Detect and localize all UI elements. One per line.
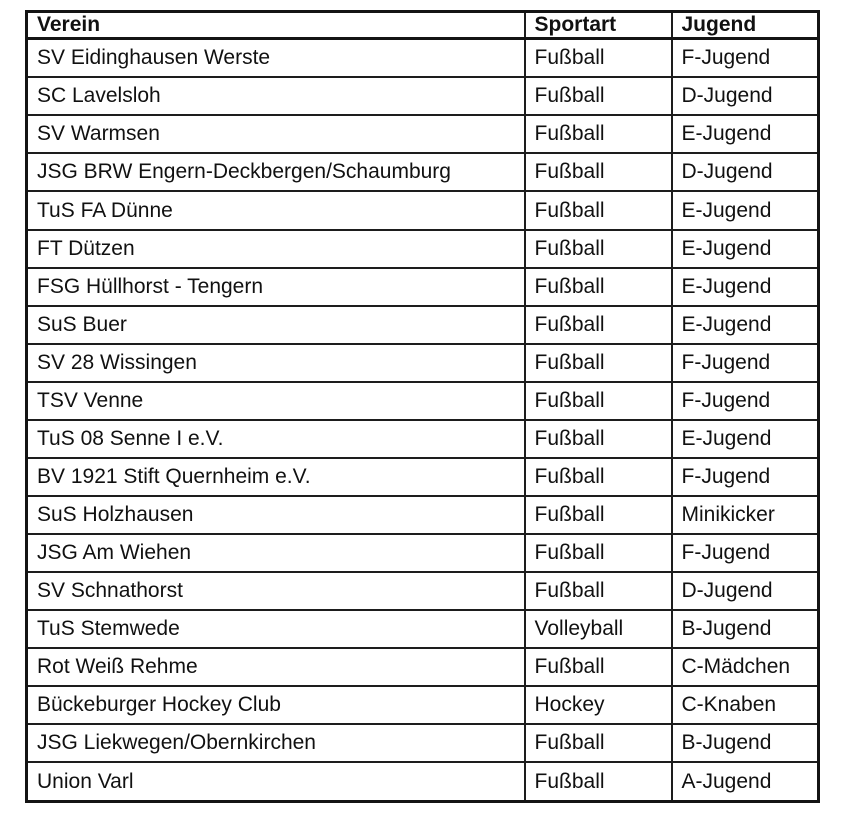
sportart-cell: Fußball bbox=[525, 420, 672, 458]
verein-cell: TuS 08 Senne I e.V. bbox=[27, 420, 525, 458]
jugend-cell: E-Jugend bbox=[672, 115, 819, 153]
table-row bbox=[27, 724, 819, 762]
jugend-cell: F-Jugend bbox=[672, 458, 819, 496]
sportart-cell: Fußball bbox=[525, 306, 672, 344]
table-row bbox=[27, 191, 819, 229]
verein-cell: SV Eidinghausen Werste bbox=[27, 39, 525, 78]
table-row bbox=[27, 268, 819, 306]
verein-cell: JSG BRW Engern-Deckbergen/Schaumburg bbox=[27, 153, 525, 191]
column-header-jugend: Jugend bbox=[672, 12, 819, 39]
jugend-cell: F-Jugend bbox=[672, 39, 819, 78]
column-header-verein: Verein bbox=[27, 12, 525, 39]
jugend-cell: E-Jugend bbox=[672, 230, 819, 268]
header-row bbox=[27, 12, 819, 39]
column-header-sportart: Sportart bbox=[525, 12, 672, 39]
verein-cell: Rot Weiß Rehme bbox=[27, 648, 525, 686]
sportart-cell: Fußball bbox=[525, 39, 672, 78]
sportart-cell: Fußball bbox=[525, 496, 672, 534]
table-row bbox=[27, 153, 819, 191]
table-row bbox=[27, 39, 819, 78]
table-row bbox=[27, 762, 819, 801]
verein-cell: SV Schnathorst bbox=[27, 572, 525, 610]
jugend-cell: B-Jugend bbox=[672, 610, 819, 648]
sportart-cell: Fußball bbox=[525, 77, 672, 115]
table-row bbox=[27, 306, 819, 344]
sportart-cell: Fußball bbox=[525, 572, 672, 610]
jugend-cell: C-Knaben bbox=[672, 686, 819, 724]
verein-cell: JSG Am Wiehen bbox=[27, 534, 525, 572]
vereine-table bbox=[25, 10, 820, 803]
sportart-cell: Fußball bbox=[525, 268, 672, 306]
table-row bbox=[27, 610, 819, 648]
sportart-cell: Fußball bbox=[525, 458, 672, 496]
verein-cell: TSV Venne bbox=[27, 382, 525, 420]
verein-cell: SC Lavelsloh bbox=[27, 77, 525, 115]
verein-cell: Bückeburger Hockey Club bbox=[27, 686, 525, 724]
sportart-cell: Fußball bbox=[525, 344, 672, 382]
verein-cell: TuS FA Dünne bbox=[27, 191, 525, 229]
verein-cell: TuS Stemwede bbox=[27, 610, 525, 648]
jugend-cell: E-Jugend bbox=[672, 191, 819, 229]
sportart-cell: Fußball bbox=[525, 724, 672, 762]
verein-cell: JSG Liekwegen/Obernkirchen bbox=[27, 724, 525, 762]
jugend-cell: E-Jugend bbox=[672, 420, 819, 458]
table-body bbox=[27, 39, 819, 802]
sportart-cell: Fußball bbox=[525, 153, 672, 191]
jugend-cell: F-Jugend bbox=[672, 534, 819, 572]
sportart-cell: Fußball bbox=[525, 648, 672, 686]
jugend-cell: F-Jugend bbox=[672, 382, 819, 420]
sportart-cell: Fußball bbox=[525, 762, 672, 801]
table-row bbox=[27, 496, 819, 534]
sportart-cell: Hockey bbox=[525, 686, 672, 724]
jugend-cell: Minikicker bbox=[672, 496, 819, 534]
sportart-cell: Fußball bbox=[525, 115, 672, 153]
sportart-cell: Fußball bbox=[525, 191, 672, 229]
verein-cell: BV 1921 Stift Quernheim e.V. bbox=[27, 458, 525, 496]
jugend-cell: C-Mädchen bbox=[672, 648, 819, 686]
table-row bbox=[27, 648, 819, 686]
table-row bbox=[27, 77, 819, 115]
verein-cell: FT Dützen bbox=[27, 230, 525, 268]
jugend-cell: D-Jugend bbox=[672, 153, 819, 191]
verein-cell: SuS Buer bbox=[27, 306, 525, 344]
verein-cell: SV 28 Wissingen bbox=[27, 344, 525, 382]
jugend-cell: E-Jugend bbox=[672, 268, 819, 306]
jugend-cell: D-Jugend bbox=[672, 77, 819, 115]
verein-cell: SuS Holzhausen bbox=[27, 496, 525, 534]
jugend-cell: D-Jugend bbox=[672, 572, 819, 610]
table-row bbox=[27, 458, 819, 496]
jugend-cell: F-Jugend bbox=[672, 344, 819, 382]
sportart-cell: Fußball bbox=[525, 534, 672, 572]
table-row bbox=[27, 572, 819, 610]
table-row bbox=[27, 686, 819, 724]
sportart-cell: Fußball bbox=[525, 230, 672, 268]
verein-cell: FSG Hüllhorst - Tengern bbox=[27, 268, 525, 306]
verein-cell: SV Warmsen bbox=[27, 115, 525, 153]
table-row bbox=[27, 534, 819, 572]
jugend-cell: A-Jugend bbox=[672, 762, 819, 801]
table-row bbox=[27, 344, 819, 382]
table-row bbox=[27, 382, 819, 420]
sportart-cell: Volleyball bbox=[525, 610, 672, 648]
sportart-cell: Fußball bbox=[525, 382, 672, 420]
jugend-cell: E-Jugend bbox=[672, 306, 819, 344]
verein-cell: Union Varl bbox=[27, 762, 525, 801]
table-row bbox=[27, 115, 819, 153]
table-row bbox=[27, 230, 819, 268]
jugend-cell: B-Jugend bbox=[672, 724, 819, 762]
table-row bbox=[27, 420, 819, 458]
